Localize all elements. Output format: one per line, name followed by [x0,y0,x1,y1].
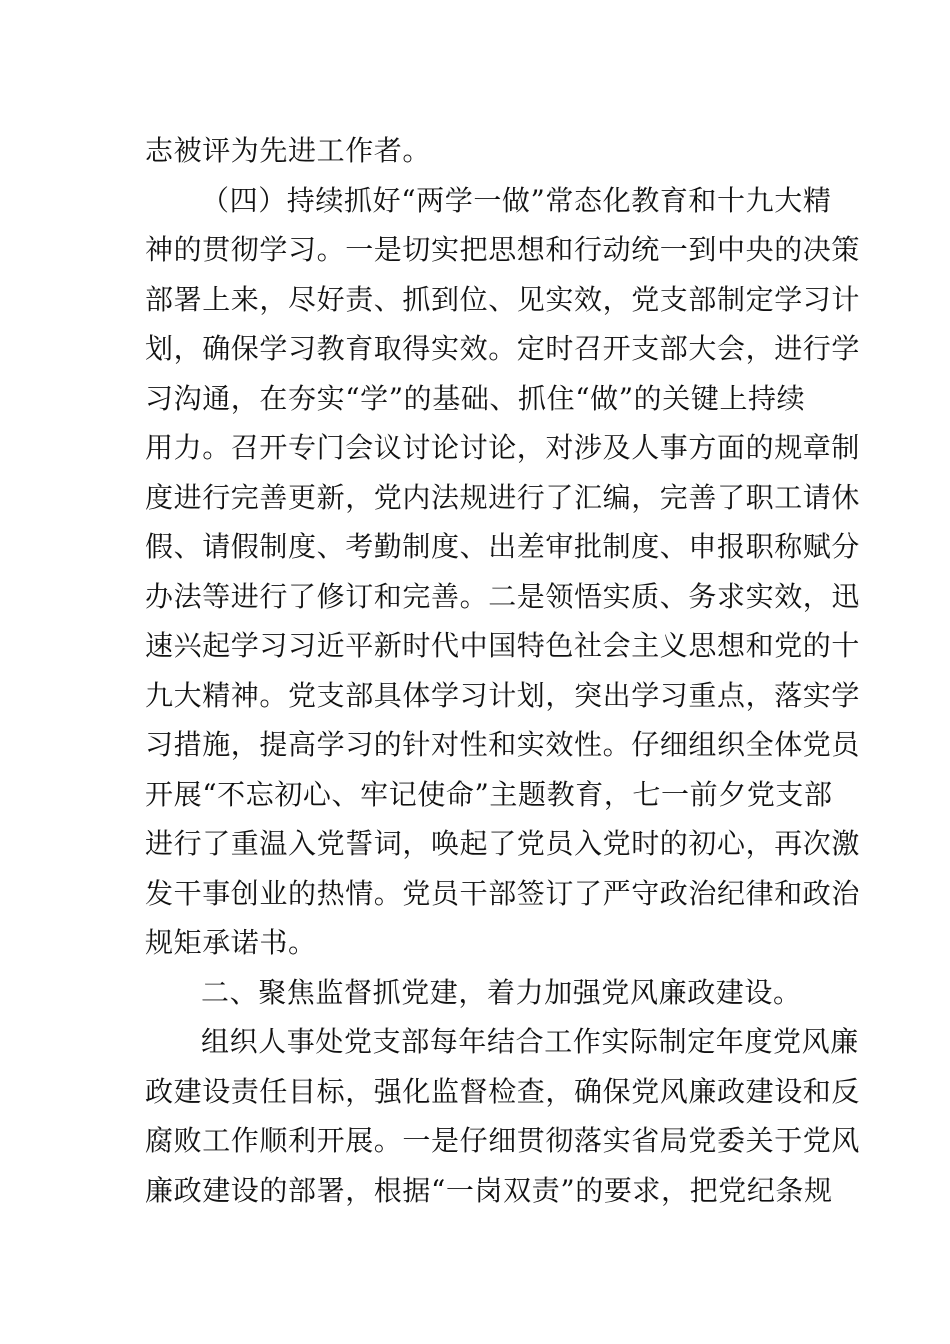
section-heading: 二、聚焦监督抓党建，着力加强党风廉政建设。 [201,975,802,1009]
text-line: 习沟通，在夯实“学”的基础、抓住“做”的关键上持续 [145,381,806,415]
text-line: 进行了重温入党誓词，唤起了党员入党时的初心，再次激 [145,827,861,860]
text-line: 开展“不忘初心、牢记使命”主题教育，七一前夕党支部 [145,777,833,811]
text-line: 腐败工作顺利开展。一是仔细贯彻落实省局党委关于党风 [145,1124,861,1157]
text-line: 志被评为先进工作者。 [145,134,432,167]
text-line: 速兴起学习习近平新时代中国特色社会主义思想和党的十 [145,629,861,662]
text-line: 政建设责任目标，强化监督检查，确保党风廉政建设和反 [145,1074,861,1108]
text-line: 廉政建设的部署，根据“一岗双责”的要求，把党纪条规 [145,1173,833,1207]
text-line: 九大精神。党支部具体学习计划，突出学习重点，落实学 [145,678,861,712]
text-line: 神的贯彻学习。一是切实把思想和行动统一到中央的决策 [145,233,861,266]
text-line: 办法等进行了修订和完善。二是领悟实质、务求实效，迅 [145,579,861,613]
text-line: 度进行完善更新，党内法规进行了汇编，完善了职工请休 [145,480,861,514]
text-line: 部署上来，尽好责、抓到位、见实效，党支部制定学习计 [145,282,861,316]
text-line: 组织人事处党支部每年结合工作实际制定年度党风廉 [201,1025,859,1058]
text-line: 规矩承诺书。 [145,926,317,959]
document-body-text [145,126,861,1215]
text-line: 划，确保学习教育取得实效。定时召开支部大会，进行学 [145,332,861,365]
text-line: 假、请假制度、考勤制度、出差审批制度、申报职称赋分 [145,530,861,563]
text-line: 用力。召开专门会议讨论讨论，对涉及人事方面的规章制 [145,431,861,464]
text-line: 发干事创业的热情。党员干部签订了严守政治纪律和政治 [145,876,861,910]
text-line: 习措施，提高学习的针对性和实效性。仔细组织全体党员 [145,728,861,761]
text-line: （四）持续抓好“两学一做”常态化教育和十九大精 [201,183,832,217]
